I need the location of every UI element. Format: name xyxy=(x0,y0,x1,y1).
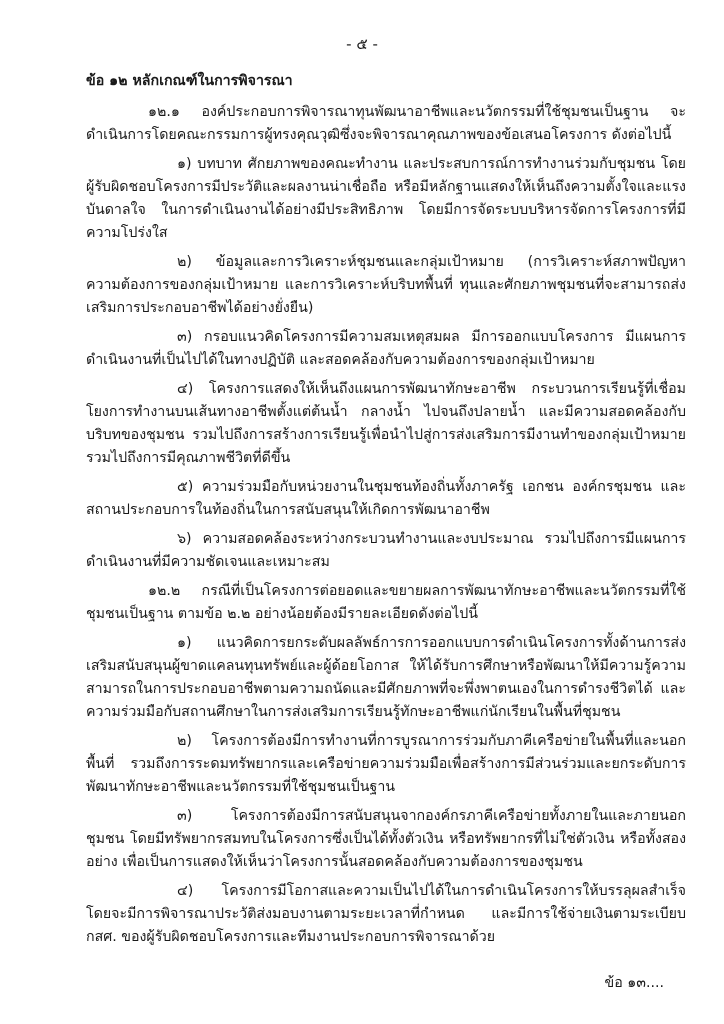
continuation-footer: ข้อ ๑๓.... xyxy=(604,975,664,991)
page-number: - ๕ - xyxy=(346,35,378,53)
section-heading: ข้อ ๑๒ หลักเกณฑ์ในการพิจารณา xyxy=(86,73,293,89)
subsection-12-2-intro: ๑๒.๒ กรณีที่เป็นโครงการต่อยอดและขยายผลการพัฒนาทักษะอาชีพและนวัตกรรมที่ใช้ชุมชนเป็นฐาน ตามข้อ ๒.๒ อย่างน้อยต้องมีรายละเอียดดังต่อไปนี้ xyxy=(86,583,686,622)
criterion-12-1-item-5: ๕) ความร่วมมือกับหน่วยงานในชุมชนท้องถิ่นทั้งภาครัฐ เอกชน องค์กรชุมชน และสถานประกอบการในท้องถิ่นในการสนับสนุนให้เกิดการพัฒนาอาชีพ xyxy=(86,479,686,518)
criterion-12-2-item-2: ๒) โครงการต้องมีการทำงานที่การบูรณาการร่วมกับภาคีเครือข่ายในพื้นที่และนอกพื้นที่ รวมถึงการระดมทรัพยากรและเครือข่ายความร่วมมือเพื่อสร้างการมีส่วนร่วมและยกระดับการพัฒนาทักษะอาชีพและนวัตกรรมที่ใช้ชุมชนเป็นฐาน xyxy=(86,733,686,795)
document-body xyxy=(86,70,686,955)
criterion-12-1-item-4: ๔) โครงการแสดงให้เห็นถึงแผนการพัฒนาทักษะอาชีพ กระบวนการเรียนรู้ที่เชื่อมโยงการทำงานบนเส้นทางอาชีพตั้งแต่ต้นน้ำ กลางน้ำ ไปจนถึงปลายน้ำ และมีความสอดคล้องกับบริบทของชุมชน รวมไปถึงการสร้างการเรียนรู้เพื่อนำไปสู่การส่งเสริมการมีงานทำของกลุ่มเป้าหมาย รวมไปถึงการมีคุณภาพชีวิตที่ดีขึ้น xyxy=(86,381,686,466)
criterion-12-1-item-6: ๖) ความสอดคล้องระหว่างกระบวนทำงานและงบประมาณ รวมไปถึงการมีแผนการดำเนินงานที่มีความชัดเจนและเหมาะสม xyxy=(86,531,686,570)
criterion-12-2-item-4: ๔) โครงการมีโอกาสและความเป็นไปได้ในการดำเนินโครงการให้บรรลุผลสำเร็จ โดยจะมีการพิจารณาประวัติส่งมอบงานตามระยะเวลาที่กำหนด และมีการใช้จ่ายเงินตามระเบียบ กสศ. ของผู้รับผิดชอบโครงการและทีมงานประกอบการพิจารณาด้วย xyxy=(86,883,686,945)
criterion-12-1-item-2: ๒) ข้อมูลและการวิเคราะห์ชุมชนและกลุ่มเป้าหมาย (การวิเคราะห์สภาพปัญหา ความต้องการของกลุ่มเป้าหมาย และการวิเคราะห์บริบทพื้นที่ ทุนและศักยภาพชุมชนที่จะสามารถส่งเสริมการประกอบอาชีพได้อย่างยั่งยืน) xyxy=(86,254,686,316)
criterion-12-2-item-3: ๓) โครงการต้องมีการสนับสนุนจากองค์กรภาคีเครือข่ายทั้งภายในและภายนอกชุมชน โดยมีทรัพยากรสมทบในโครงการซึ่งเป็นได้ทั้งตัวเงิน หรือทรัพยากรที่ไม่ใช่ตัวเงิน หรือทั้งสองอย่าง เพื่อเป็นการแสดงให้เห็นว่าโครงการนั้นสอดคล้องกับความต้องการของชุมชน xyxy=(86,808,686,870)
criterion-12-1-item-1: ๑) บทบาท ศักยภาพของคณะทำงาน และประสบการณ์การทำงานร่วมกับชุมชน โดยผู้รับผิดชอบโครงการมีประวัติและผลงานน่าเชื่อถือ หรือมีหลักฐานแสดงให้เห็นถึงความตั้งใจและแรงบันดาลใจ ในการดำเนินงานได้อย่างมีประสิทธิภาพ โดยมีการจัดระบบบริหารจัดการโครงการที่มีความโปร่งใส xyxy=(86,156,686,241)
criterion-12-1-item-3: ๓) กรอบแนวคิดโครงการมีความสมเหตุสมผล มีการออกแบบโครงการ มีแผนการดำเนินงานที่เป็นไปได้ในทางปฏิบัติ และสอดคล้องกับความต้องการของกลุ่มเป้าหมาย xyxy=(86,329,686,368)
subsection-12-1-intro: ๑๒.๑ องค์ประกอบการพิจารณาทุนพัฒนาอาชีพและนวัตกรรมที่ใช้ชุมชนเป็นฐาน จะดำเนินการโดยคณะกรรมการผู้ทรงคุณวุฒิซึ่งจะพิจารณาคุณภาพของข้อเสนอโครงการ ดังต่อไปนี้ xyxy=(86,104,686,143)
criterion-12-2-item-1: ๑) แนวคิดการยกระดับผลลัพธ์การการออกแบบการดำเนินโครงการทั้งด้านการส่งเสริมสนับสนุนผู้ขาดแคลนทุนทรัพย์และผู้ด้อยโอกาส ให้ได้รับการศึกษาหรือพัฒนาให้มีความรู้ความสามารถในการประกอบอาชีพตามความถนัดและมีศักยภาพที่จะพึ่งพาตนเองในการดำรงชีวิตได้ และความร่วมมือกับสถานศึกษาในการส่งเสริมการเรียนรู้ทักษะอาชีพแก่นักเรียนในพื้นที่ชุมชน xyxy=(86,635,686,720)
